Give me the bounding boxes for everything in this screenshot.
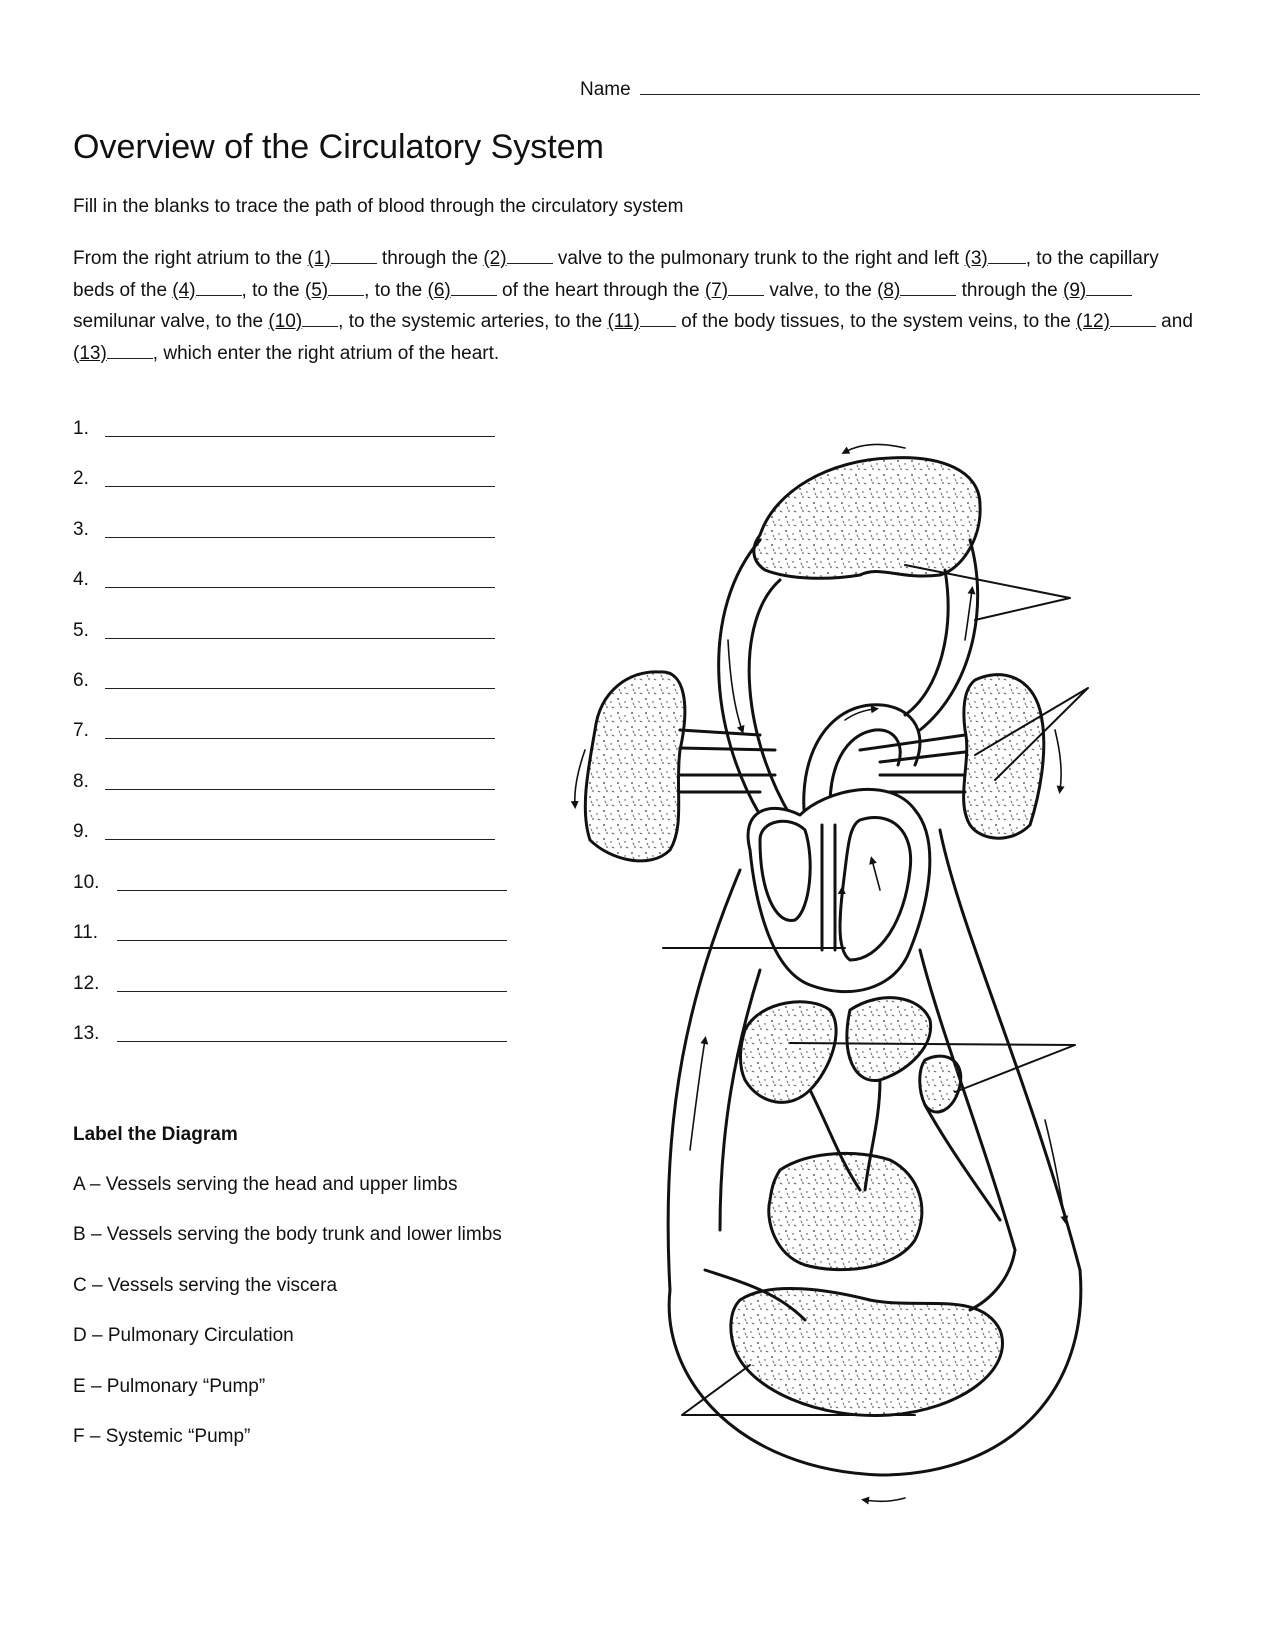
label-diagram-heading: Label the Diagram xyxy=(73,1124,238,1145)
right-lung xyxy=(964,675,1044,839)
passage-text: , to the xyxy=(364,279,428,301)
blank-marker-13: (13) xyxy=(73,342,107,364)
answer-line[interactable] xyxy=(117,940,507,941)
head-vessel-inner-right xyxy=(905,570,948,715)
blank-3[interactable] xyxy=(988,246,1026,264)
stomach xyxy=(847,998,931,1081)
answer-row xyxy=(73,771,89,793)
blank-11[interactable] xyxy=(640,309,676,327)
passage-text: From the right atrium to the xyxy=(73,248,308,269)
answer-line[interactable] xyxy=(105,789,495,790)
passage-text: through the xyxy=(376,248,484,269)
passage-text: and xyxy=(1155,311,1193,332)
answer-number: 7. xyxy=(73,720,89,741)
name-label: Name xyxy=(580,79,631,100)
circulatory-system-diagram xyxy=(560,430,1240,1520)
answer-number: 12. xyxy=(73,973,100,994)
name-blank-line[interactable] xyxy=(640,76,1200,95)
passage-text: valve, to the xyxy=(764,279,878,301)
passage-text: of the body tissues, to the system veins, to the xyxy=(675,311,1077,332)
flow-arrow-head-down xyxy=(728,640,742,730)
answer-row xyxy=(73,922,98,944)
legend-item-b: B – Vessels serving the body trunk and lower limbs xyxy=(73,1224,502,1245)
answer-line[interactable] xyxy=(117,1041,507,1042)
answer-number: 4. xyxy=(73,569,89,590)
answer-number: 6. xyxy=(73,670,89,691)
answer-number: 13. xyxy=(73,1023,100,1044)
answer-row xyxy=(73,973,99,995)
flow-arrow-up-left xyxy=(690,1040,705,1150)
blank-marker-10: (10) xyxy=(268,311,303,332)
passage-text: of the heart through the xyxy=(496,279,705,301)
head-capillary-bed xyxy=(754,458,980,579)
answer-number: 2. xyxy=(73,468,89,489)
legend-item-f: F – Systemic “Pump” xyxy=(73,1426,251,1447)
answer-line[interactable] xyxy=(105,839,495,840)
answer-number: 1. xyxy=(73,418,89,439)
head-vessel-inner xyxy=(749,580,790,815)
blank-marker-6: (6) xyxy=(427,279,451,301)
blank-marker-3: (3) xyxy=(964,248,988,269)
answer-line[interactable] xyxy=(105,738,495,739)
lower-loop-inner-right xyxy=(970,1250,1015,1310)
answer-row xyxy=(73,569,89,591)
blank-7[interactable] xyxy=(728,278,764,296)
passage-text: , which enter the right atrium of the heart. xyxy=(152,342,500,364)
passage-text: through the xyxy=(956,279,1064,301)
blank-5[interactable] xyxy=(328,278,364,296)
passage-text: , to the xyxy=(241,279,305,301)
answer-row xyxy=(73,519,89,541)
answer-line[interactable] xyxy=(105,638,495,639)
answer-line[interactable] xyxy=(105,486,495,487)
liver xyxy=(740,1002,836,1103)
blank-marker-9: (9) xyxy=(1063,279,1087,301)
passage-text: , to the systemic arteries, to the xyxy=(338,311,608,332)
answer-line[interactable] xyxy=(105,537,495,538)
blank-10[interactable] xyxy=(302,309,338,327)
blank-12[interactable] xyxy=(1110,309,1156,327)
fill-in-passage xyxy=(73,243,1198,369)
answer-number: 11. xyxy=(73,922,99,943)
blank-4[interactable] xyxy=(196,278,242,296)
answer-row xyxy=(73,821,89,843)
legend-item-d: D – Pulmonary Circulation xyxy=(73,1325,294,1346)
pulmonary-vessels-right xyxy=(860,735,965,792)
answer-line[interactable] xyxy=(117,991,507,992)
instructions: Fill in the blanks to trace the path of blood through the circulatory system xyxy=(73,196,684,217)
blank-marker-1: (1) xyxy=(307,248,331,269)
answer-row xyxy=(73,670,89,692)
name-field[interactable] xyxy=(580,76,1200,101)
flow-arrow-down-right xyxy=(1045,1120,1065,1220)
legend-item-c: C – Vessels serving the viscera xyxy=(73,1275,338,1296)
blank-marker-4: (4) xyxy=(172,279,196,301)
answer-number: 8. xyxy=(73,771,89,792)
heart-outline xyxy=(748,789,930,991)
answer-number: 9. xyxy=(73,821,89,842)
legend-item-a: A – Vessels serving the head and upper limbs xyxy=(73,1174,458,1195)
answer-row xyxy=(73,1023,99,1045)
answer-row xyxy=(73,720,89,742)
vena-cava-left xyxy=(668,870,740,1290)
blank-9[interactable] xyxy=(1086,278,1132,296)
passage-text: valve to the pulmonary trunk to the right and left xyxy=(552,248,965,269)
lower-body-capillary-bed xyxy=(731,1288,1003,1415)
blank-13[interactable] xyxy=(107,341,153,359)
lung-flow-arrow-left xyxy=(575,750,585,805)
blank-8[interactable] xyxy=(900,278,956,296)
top-flow-arrow xyxy=(845,445,905,452)
blank-marker-8: (8) xyxy=(877,279,901,301)
passage-text: , to the capillary beds of the xyxy=(73,248,1159,301)
answer-line[interactable] xyxy=(105,587,495,588)
blank-marker-11: (11) xyxy=(607,311,640,332)
blank-6[interactable] xyxy=(451,278,497,296)
vena-cava-left-inner xyxy=(720,970,760,1230)
answer-number: 5. xyxy=(73,620,89,641)
blank-marker-12: (12) xyxy=(1076,311,1110,332)
lung-flow-arrow-right xyxy=(1055,730,1061,790)
answer-row xyxy=(73,418,89,440)
answer-number: 3. xyxy=(73,519,89,540)
answer-line[interactable] xyxy=(117,890,507,891)
blank-marker-2: (2) xyxy=(483,248,507,269)
blank-marker-7: (7) xyxy=(704,279,729,301)
answer-row xyxy=(73,620,89,642)
answer-line[interactable] xyxy=(105,688,495,689)
answer-number: 10. xyxy=(73,872,100,893)
blank-1[interactable] xyxy=(331,246,377,264)
blank-2[interactable] xyxy=(507,246,553,264)
flow-arrow-head-up xyxy=(965,590,972,640)
answer-line[interactable] xyxy=(105,436,495,437)
answer-row xyxy=(73,872,99,894)
page-title: Overview of the Circulatory System xyxy=(73,128,604,166)
aorta-right xyxy=(940,830,1080,1270)
intestine xyxy=(769,1153,922,1269)
answer-row xyxy=(73,468,89,490)
legend-item-e: E – Pulmonary “Pump” xyxy=(73,1376,266,1397)
bottom-flow-arrow xyxy=(865,1498,905,1501)
blank-marker-5: (5) xyxy=(304,279,329,301)
kidney xyxy=(920,1056,961,1112)
left-lung xyxy=(585,672,685,861)
passage-text: semilunar valve, to the xyxy=(73,311,269,332)
